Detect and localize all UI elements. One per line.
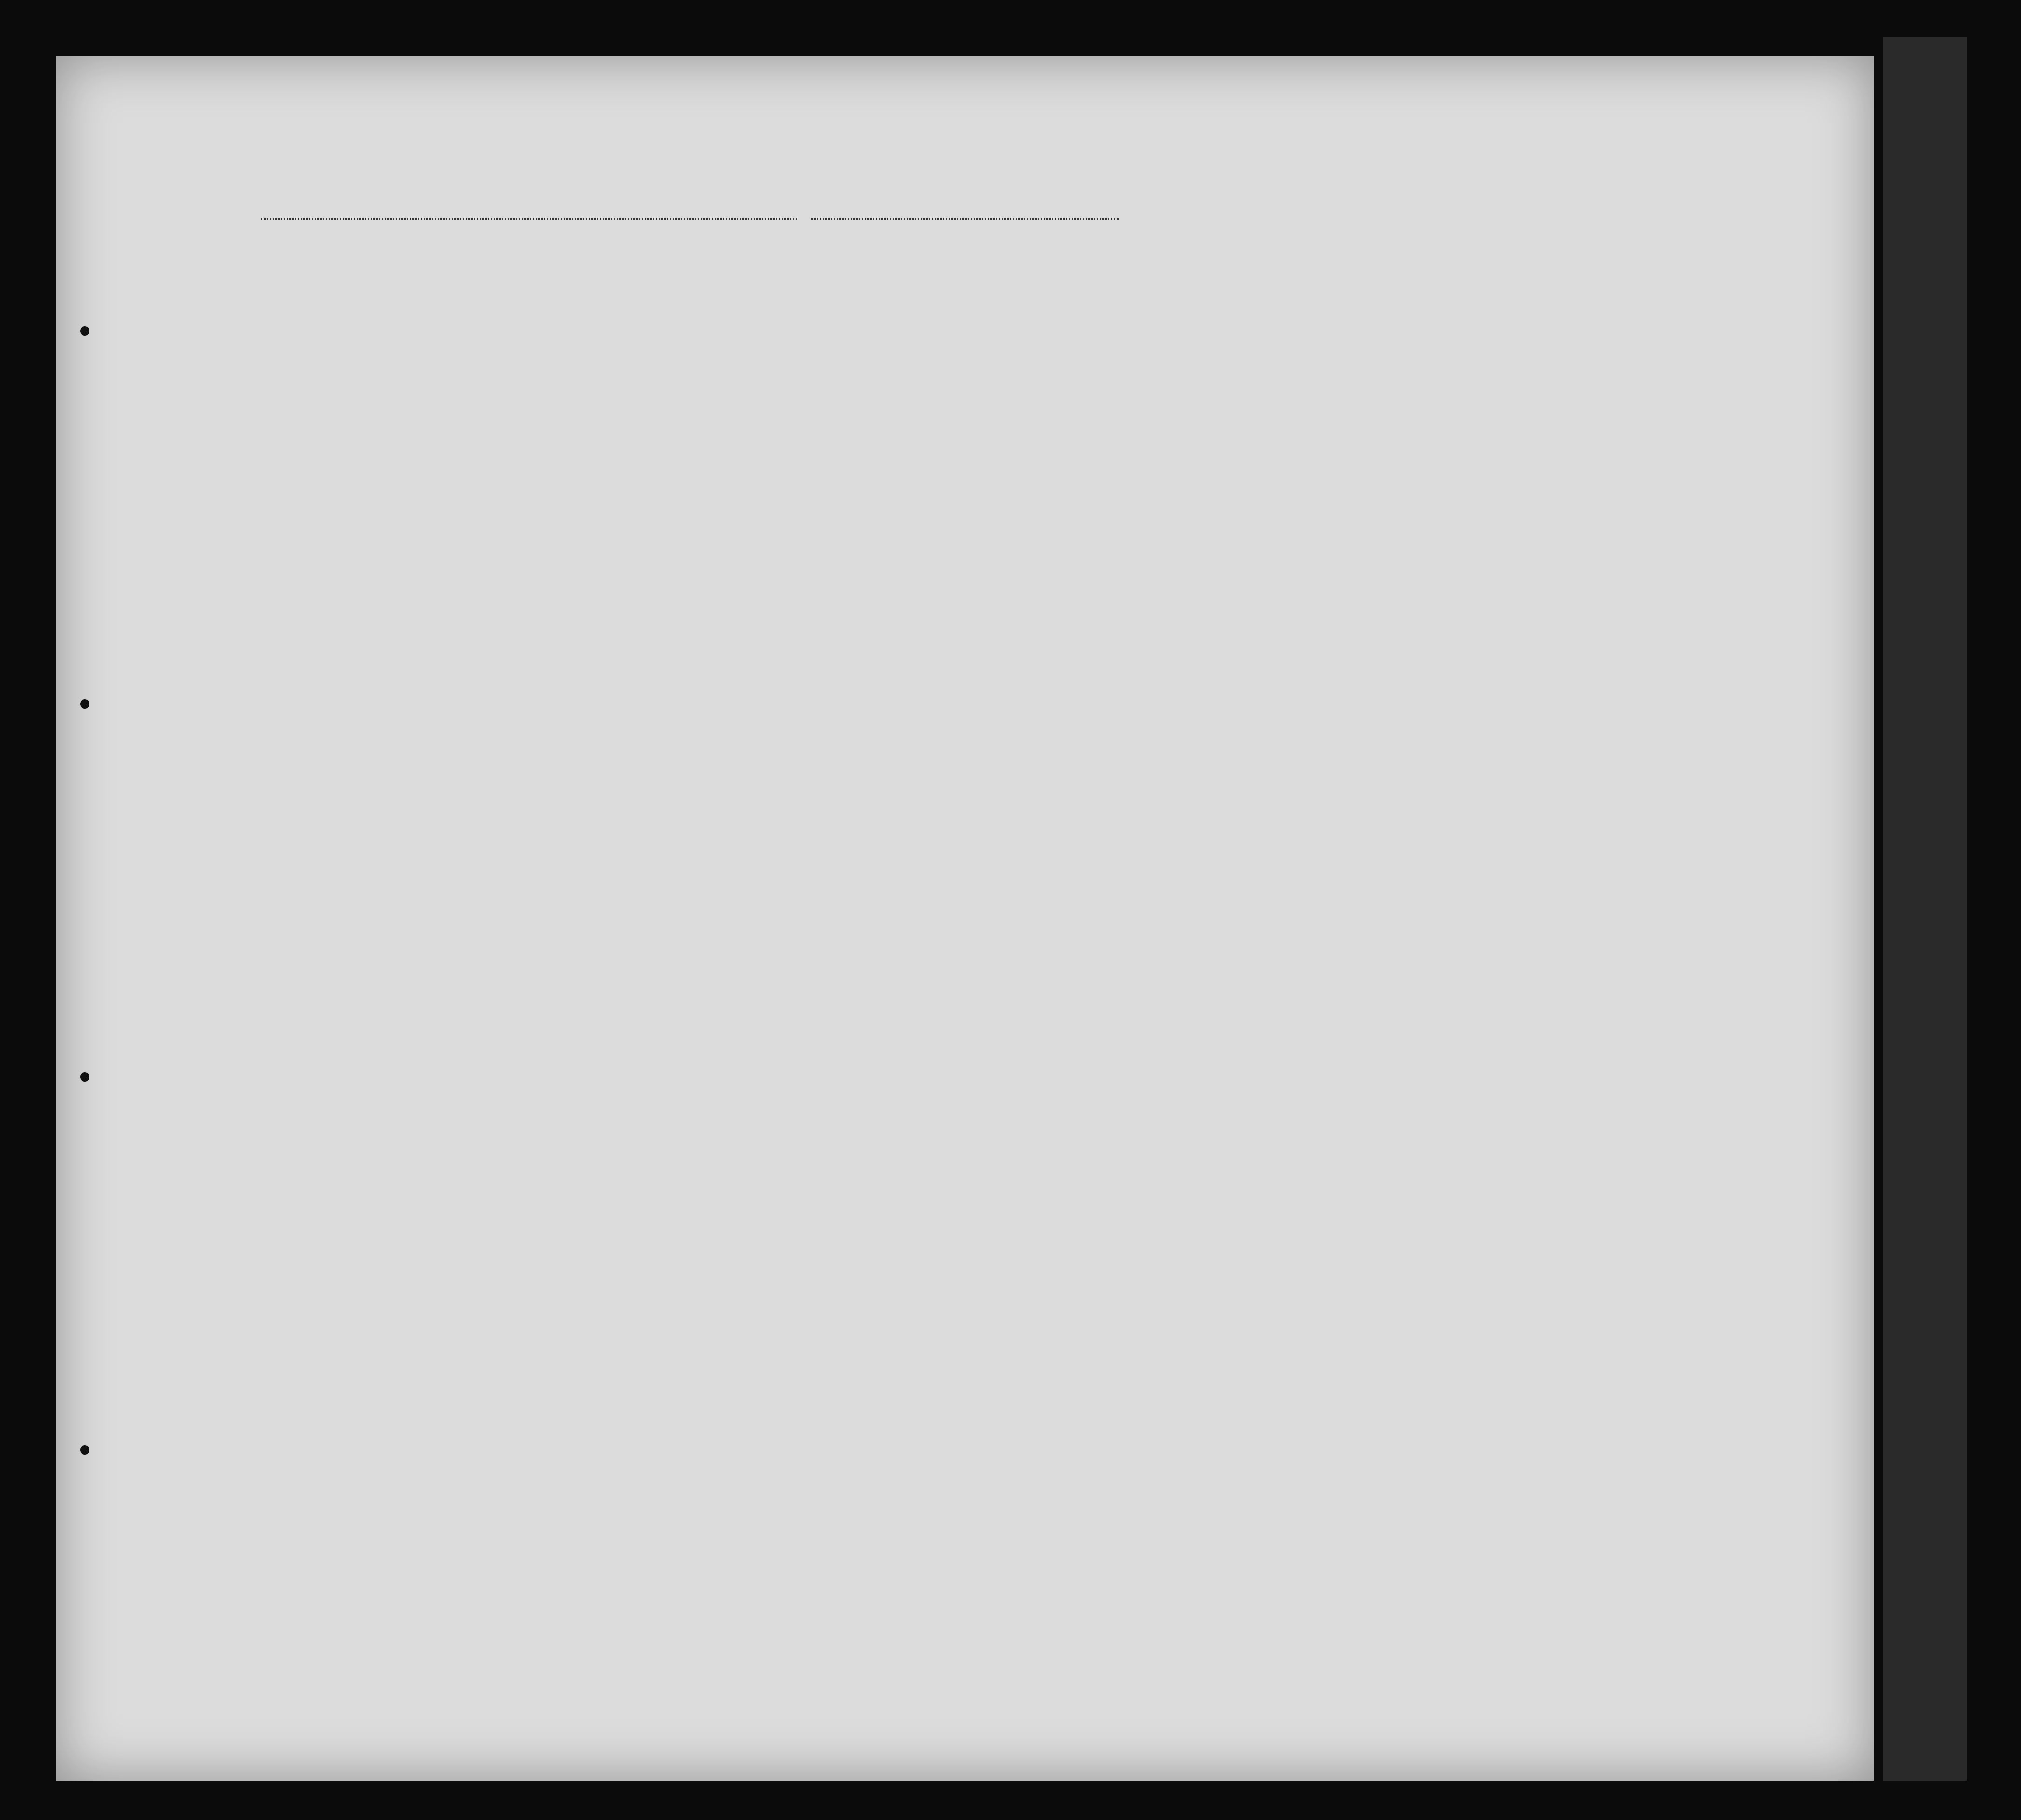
punch-hole <box>80 1072 89 1082</box>
punch-hole <box>80 1445 89 1455</box>
punch-hole <box>80 699 89 709</box>
punch-hole <box>80 326 89 336</box>
